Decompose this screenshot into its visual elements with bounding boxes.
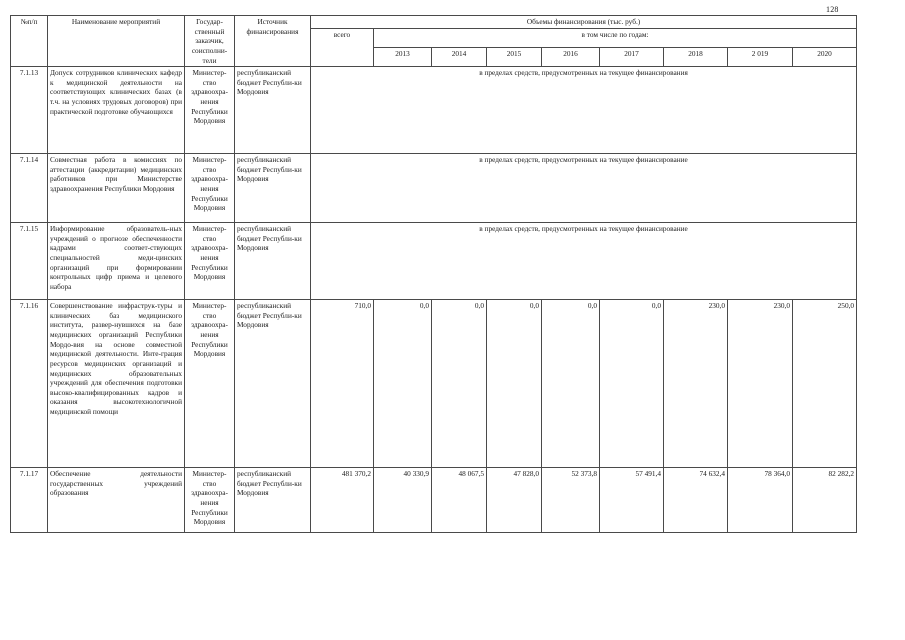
financing-table — [10, 15, 857, 533]
value-year: 0,0 — [432, 300, 487, 468]
activity-name: Допуск сотрудников клинических кафедр к медицинской деятельности на соответствующих клинических базах (в т.ч. на условиях трудовых договоров) при практической подготовке обучающихся — [48, 67, 185, 154]
value-year: 250,0 — [793, 300, 857, 468]
source-cell: республиканский бюджет Республи-ки Мордовия — [235, 468, 311, 533]
financing-note: в пределах средств, предусмотренных на текущее финансирование — [311, 154, 857, 223]
header-by-year: в том числе по годам: — [374, 28, 857, 48]
value-total: 481 370,2 — [311, 468, 374, 533]
value-year: 0,0 — [487, 300, 542, 468]
row-number: 7.1.15 — [11, 223, 48, 300]
financing-note: в пределах средств, предусмотренных на текущее финансирование — [311, 223, 857, 300]
table-row — [11, 67, 857, 154]
table-row — [11, 468, 857, 533]
activity-name: Обеспечение деятельности государственных учреждений образования — [48, 468, 185, 533]
header-year: 2014 — [432, 48, 487, 67]
header-year: 2016 — [542, 48, 600, 67]
header-source: Источник финансирования — [235, 16, 311, 67]
header-year: 2013 — [374, 48, 432, 67]
header-year: 2017 — [600, 48, 664, 67]
table-row — [11, 300, 857, 468]
header-volume: Объемы финансирования (тыс. руб.) — [311, 16, 857, 29]
header-customer: Государ-ственный заказчик, соисполни-тели — [185, 16, 235, 67]
header-year: 2015 — [487, 48, 542, 67]
value-year: 0,0 — [600, 300, 664, 468]
header-total: всего — [311, 28, 374, 67]
row-number: 7.1.13 — [11, 67, 48, 154]
activity-name: Совершенствование инфраструк-туры и клинических баз медицинского института, развер-нувшихся на базе медицинских организаций Республики Мордо-вия на основе совместной медицинской деятельности. Инте-грация ресурсов медицинских организаций и медицинских образовательных учреждений для обеспечения подготовки высоко-квалифицированных кадров и оказания высокотехнологичной медицинской помощи — [48, 300, 185, 468]
value-year: 82 282,2 — [793, 468, 857, 533]
header-year: 2 019 — [728, 48, 793, 67]
value-year: 0,0 — [374, 300, 432, 468]
table-row — [11, 154, 857, 223]
header-year: 2020 — [793, 48, 857, 67]
customer-cell: Министер-ство здравоохра-нения Республики Мордовия — [185, 154, 235, 223]
value-year: 57 491,4 — [600, 468, 664, 533]
row-number: 7.1.16 — [11, 300, 48, 468]
value-total: 710,0 — [311, 300, 374, 468]
row-number: 7.1.17 — [11, 468, 48, 533]
source-cell: республиканский бюджет Республи-ки Мордовия — [235, 300, 311, 468]
value-year: 48 067,5 — [432, 468, 487, 533]
financing-note: в пределах средств, предусмотренных на текущее финансирования — [311, 67, 857, 154]
header-year: 2018 — [664, 48, 728, 67]
table-row — [11, 223, 857, 300]
source-cell: республиканский бюджет Республи-ки Мордовия — [235, 223, 311, 300]
header-num: №п/п — [11, 16, 48, 67]
value-year: 40 330,9 — [374, 468, 432, 533]
customer-cell: Министер-ство здравоохра-нения Республики Мордовия — [185, 67, 235, 154]
value-year: 52 373,8 — [542, 468, 600, 533]
value-year: 78 364,0 — [728, 468, 793, 533]
page-number: 128 — [826, 5, 839, 14]
customer-cell: Министер-ство здравоохра-нения Республики Мордовия — [185, 223, 235, 300]
value-year: 47 828,0 — [487, 468, 542, 533]
value-year: 74 632,4 — [664, 468, 728, 533]
value-year: 230,0 — [728, 300, 793, 468]
source-cell: республиканский бюджет Республи-ки Мордовия — [235, 67, 311, 154]
header-name: Наименование мероприятий — [48, 16, 185, 67]
activity-name: Информирование образователь-ных учреждений о прогнозе обеспеченности кадрами соответ-ствующих специальностей меди-цинских организаций при формировании контрольных цифр приема и целевого набора — [48, 223, 185, 300]
activity-name: Совместная работа в комиссиях по аттестации (аккредитации) медицинских работников при Министерстве здравоохранения Республики Мордовия — [48, 154, 185, 223]
value-year: 0,0 — [542, 300, 600, 468]
customer-cell: Министер-ство здравоохра-нения Республики Мордовия — [185, 300, 235, 468]
source-cell: республиканский бюджет Республи-ки Мордовия — [235, 154, 311, 223]
row-number: 7.1.14 — [11, 154, 48, 223]
customer-cell: Министер-ство здравоохра-нения Республики Мордовия — [185, 468, 235, 533]
value-year: 230,0 — [664, 300, 728, 468]
